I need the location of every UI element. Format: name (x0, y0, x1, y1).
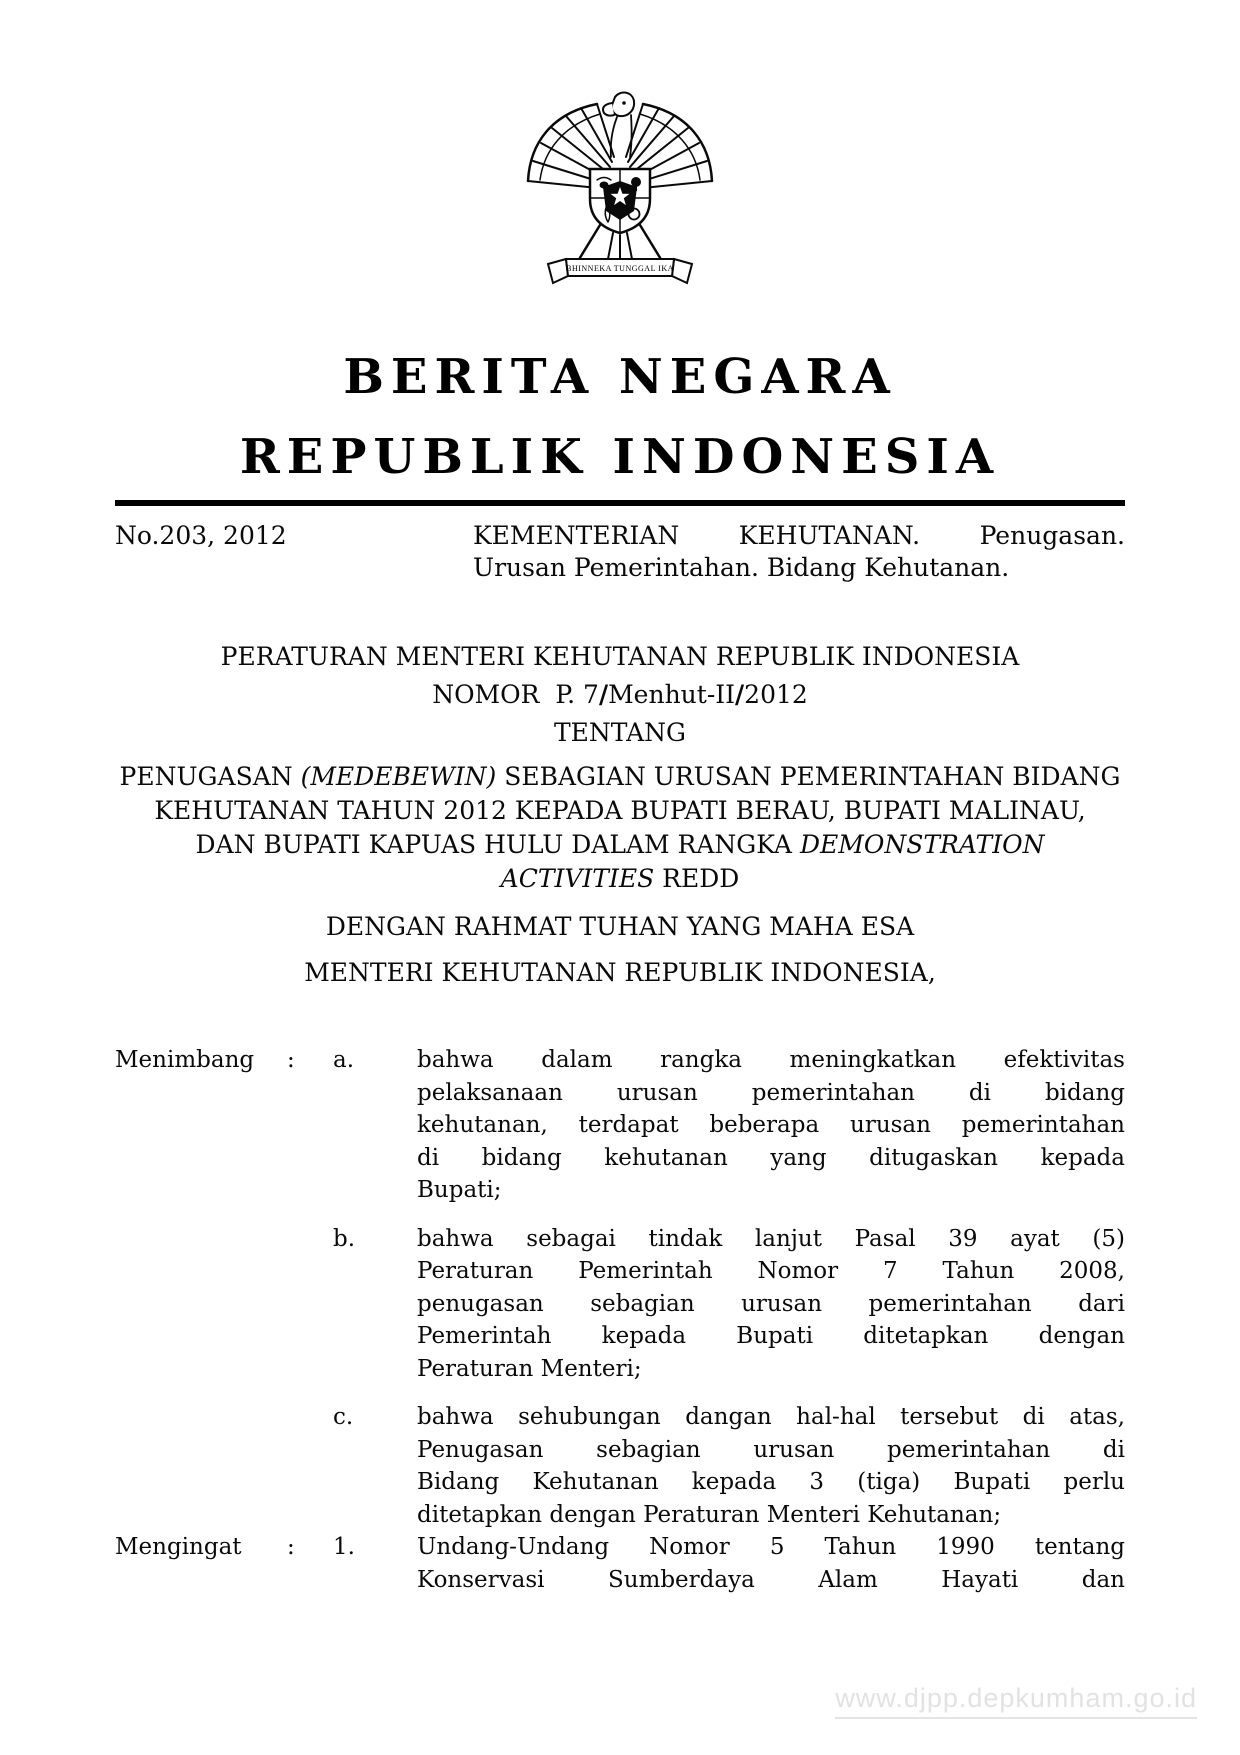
colon: : (287, 1047, 295, 1073)
legal-basis-item-1 (115, 1531, 1125, 1596)
authority-line: MENTERI KEHUTANAN REPUBLIK INDONESIA, (304, 958, 936, 987)
number-prefix: NOMOR P. 7 (432, 680, 599, 709)
abstract-line: KEMENTERIAN KEHUTANAN. Penugasan. (473, 521, 1125, 550)
colon: : (287, 1534, 295, 1560)
regulation-subject (115, 760, 1125, 896)
item-marker: 1. (333, 1534, 355, 1560)
regulation-heading: PERATURAN MENTERI KEHUTANAN REPUBLIK INDONESIA (220, 642, 1020, 671)
number-year: 2012 (744, 680, 808, 709)
number-slash: / (598, 680, 609, 709)
masthead-divider-rule (115, 500, 1125, 506)
issue-row (115, 520, 1125, 584)
watermark-link: www.djpp.depkumham.go.id (835, 1683, 1197, 1719)
page-content (115, 0, 1125, 1596)
considerations-section (115, 1044, 1125, 1531)
abstract-line: Urusan Pemerintahan. Bidang Kehutanan. (473, 553, 1010, 582)
consideration-item-a (115, 1044, 1125, 1207)
item-text: Undang-Undang Nomor 5 Tahun 1990 tentang Konservasi Sumberdaya Alam Hayati dan (417, 1534, 1125, 1593)
gazette-title-line-1: BERITA NEGARA (343, 349, 897, 405)
number-slash: / (735, 680, 745, 709)
menimbang-label: Menimbang (115, 1047, 255, 1073)
subject-abstract (473, 520, 1125, 584)
legal-basis-section (115, 1531, 1125, 1596)
gazette-title-line-2: REPUBLIK INDONESIA (239, 429, 1001, 485)
subject-line: ACTIVITIES REDD (500, 864, 740, 893)
item-marker: a. (333, 1047, 355, 1073)
item-text: bahwa sehubungan dangan hal-hal tersebut di atas, Penugasan sebagian urusan pemerintahan di Bidang Kehutanan kepada 3 (tiga) Bupati perlu ditetapkan dengan Peraturan Menteri Kehutanan; (417, 1404, 1125, 1528)
number-mid: Menhut-II (608, 680, 736, 709)
ribbon-motto-text: BHINNEKA TUNGGAL IKA (566, 264, 674, 273)
consideration-item-c (115, 1401, 1125, 1531)
tentang-label: TENTANG (553, 718, 686, 747)
issue-number: No.203, 2012 (115, 521, 287, 550)
invocation-line: DENGAN RAHMAT TUHAN YANG MAHA ESA (325, 912, 915, 941)
subject-line: PENUGASAN (MEDEBEWIN) SEBAGIAN URUSAN PEMERINTAHAN BIDANG (119, 762, 1121, 791)
item-marker: b. (333, 1225, 356, 1252)
item-marker: c. (333, 1404, 354, 1430)
item-text: bahwa dalam rangka meningkatkan efektivitas pelaksanaan urusan pemerintahan di bidang kehutanan, terdapat beberapa urusan pemerintahan di bidang kehutanan yang ditugaskan kepada Bupati; (417, 1047, 1125, 1203)
mengingat-label: Mengingat (115, 1534, 242, 1560)
subject-line: DAN BUPATI KAPUAS HULU DALAM RANGKA DEMONSTRATION (195, 830, 1045, 859)
item-text: bahwa sebagai tindak lanjut Pasal 39 ayat (5) Peraturan Pemerintah Nomor 7 Tahun 2008, penugasan sebagian urusan pemerintahan dari Pemerintah kepada Bupati ditetapkan dengan Peraturan Menteri; (417, 1225, 1125, 1382)
emblem-container (115, 85, 1125, 300)
consideration-item-b (115, 1223, 1125, 1386)
garuda-pancasila-emblem (520, 85, 720, 300)
regulation-number (115, 676, 1125, 714)
subject-line: KEHUTANAN TAHUN 2012 KEPADA BUPATI BERAU, BUPATI MALINAU, (154, 796, 1086, 825)
